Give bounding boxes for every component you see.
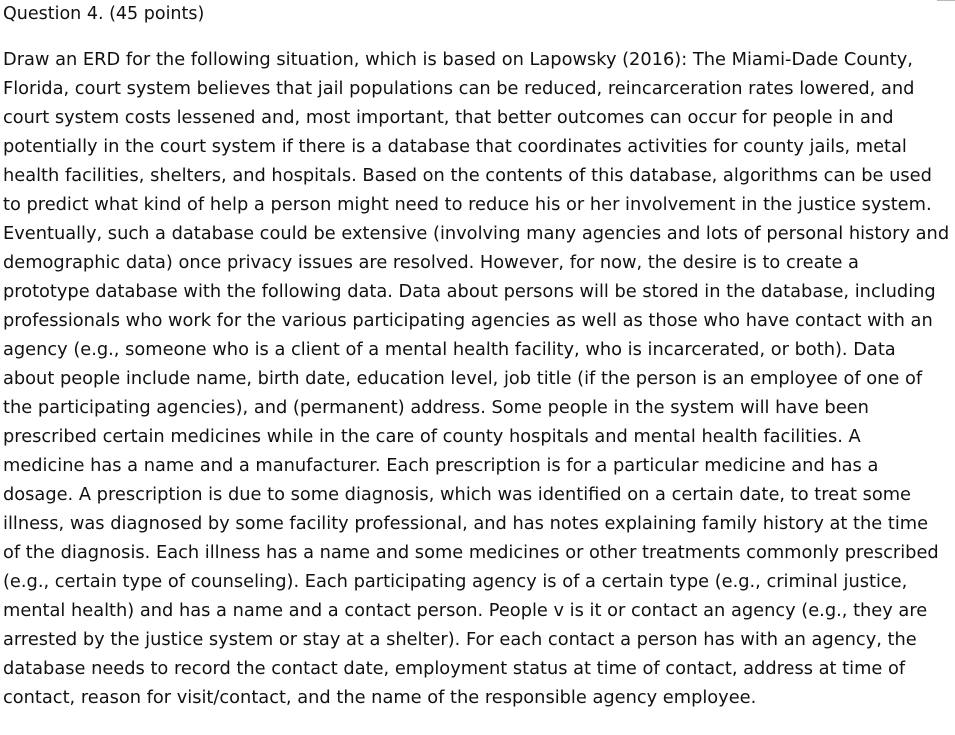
paragraph-line: professionals who work for the various participating agencies as well as those who have contact with an bbox=[3, 310, 933, 331]
paragraph-line: contact, reason for visit/contact, and the name of the responsible agency employee. bbox=[3, 687, 757, 708]
paragraph-line: mental health) and has a name and a contact person. People v is it or contact an agency (e.g., they are bbox=[3, 600, 928, 621]
document-content bbox=[3, 0, 951, 712]
question-heading: Question 4. (45 points) bbox=[3, 4, 205, 24]
paragraph-line: (e.g., certain type of counseling). Each participating agency is of a certain type (e.g., criminal justice, bbox=[3, 571, 908, 592]
paragraph-line: illness, was diagnosed by some facility professional, and has notes explaining family history at the time bbox=[3, 513, 929, 534]
paragraph-line: of the diagnosis. Each illness has a name and some medicines or other treatments commonly prescribed bbox=[3, 542, 939, 563]
paragraph-line: medicine has a name and a manufacturer. Each prescription is for a particular medicine and has a bbox=[3, 455, 879, 476]
paragraph-line: demographic data) once privacy issues are resolved. However, for now, the desire is to create a bbox=[3, 252, 859, 273]
paragraph-line: prescribed certain medicines while in the care of county hospitals and mental health facilities. A bbox=[3, 426, 861, 447]
paragraph-line: Florida, court system believes that jail populations can be reduced, reincarceration rates lowered, and bbox=[3, 78, 915, 99]
paragraph-line: arrested by the justice system or stay at a shelter). For each contact a person has with an agency, the bbox=[3, 629, 917, 650]
paragraph-line: potentially in the court system if there is a database that coordinates activities for county jails, metal bbox=[3, 136, 907, 157]
paragraph-line: database needs to record the contact date, employment status at time of contact, address at time of bbox=[3, 658, 906, 679]
paragraph-line: the participating agencies), and (permanent) address. Some people in the system will have been bbox=[3, 397, 869, 418]
paragraph-line: agency (e.g., someone who is a client of a mental health facility, who is incarcerated, or both). Data bbox=[3, 339, 896, 360]
paragraph-line: about people include name, birth date, education level, job title (if the person is an employee of one of bbox=[3, 368, 923, 389]
paragraph-line: Eventually, such a database could be extensive (involving many agencies and lots of personal history and bbox=[3, 223, 950, 244]
paragraph-line: health facilities, shelters, and hospitals. Based on the contents of this database, algorithms can be used bbox=[3, 165, 932, 186]
paragraph-line: dosage. A prescription is due to some diagnosis, which was identified on a certain date, to treat some bbox=[3, 484, 911, 505]
paragraph-line: prototype database with the following data. Data about persons will be stored in the database, including bbox=[3, 281, 936, 302]
question-body-paragraph bbox=[3, 45, 951, 712]
corner-divider bbox=[937, 0, 955, 1]
paragraph-line: Draw an ERD for the following situation, which is based on Lapowsky (2016): The Miami-Dade County, bbox=[3, 49, 913, 70]
paragraph-line: to predict what kind of help a person might need to reduce his or her involvement in the justice system. bbox=[3, 194, 932, 215]
paragraph-line: court system costs lessened and, most important, that better outcomes can occur for people in and bbox=[3, 107, 894, 128]
